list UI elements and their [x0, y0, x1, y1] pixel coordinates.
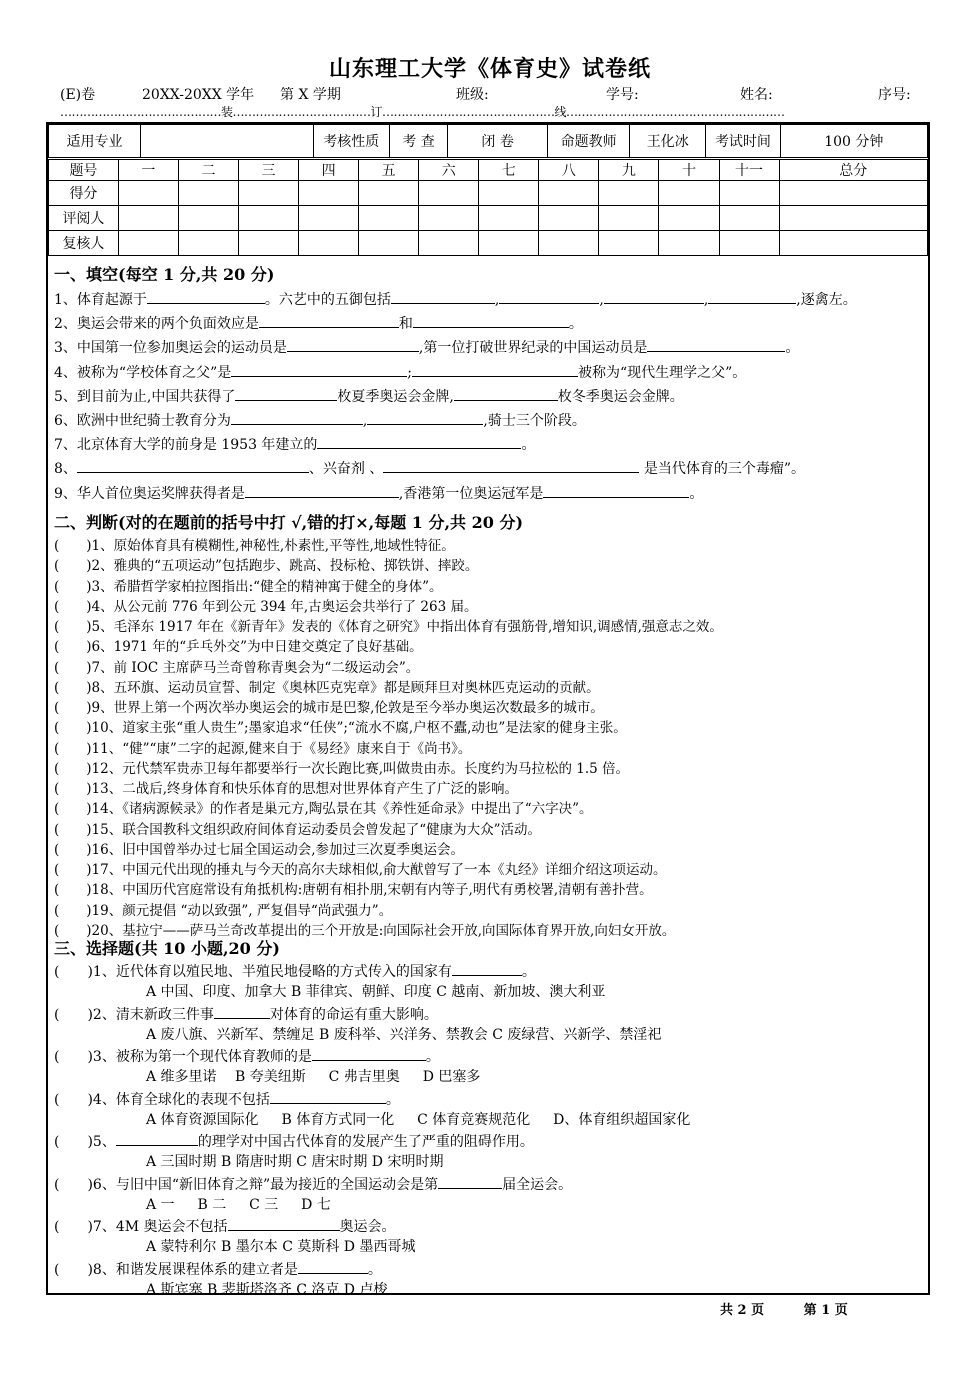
score-header-cell: 题号 [49, 160, 119, 181]
fill-blank-question [54, 386, 684, 406]
answer-blank[interactable] [147, 291, 265, 304]
question-text: ( )2、清末新政三件事 [54, 1006, 214, 1023]
score-row-label: 复核人 [49, 231, 119, 256]
score-input-cell[interactable] [599, 206, 659, 231]
info-table [48, 124, 928, 158]
question-text: 是当代体育的三个毒瘤”。 [639, 461, 805, 478]
score-header-cell: 六 [419, 160, 479, 181]
answer-blank[interactable] [214, 1006, 270, 1019]
answer-blank[interactable] [231, 412, 363, 425]
true-false-question: ( )6、1971 年的“乒乓外交”为中日建交奠定了良好基础。 [54, 639, 423, 656]
fill-blank-question [54, 434, 535, 454]
question-text: 被称为“现代生理学之父”。 [577, 364, 747, 381]
answer-blank[interactable] [312, 1048, 426, 1061]
question-text: 2、奥运会带来的两个负面效应是 [54, 316, 259, 333]
question-text: 。 [521, 964, 536, 980]
student-id-label: 学号: [606, 87, 639, 103]
choice-options: A 一 B 二 C 三 D 七 [146, 1196, 331, 1213]
question-text: 。 [385, 1091, 400, 1108]
question-text: 6、欧洲中世纪骑士教育分为 [54, 413, 231, 429]
score-header-cell: 八 [539, 160, 599, 181]
class-label: 班级: [456, 87, 489, 103]
answer-blank[interactable] [235, 388, 337, 401]
answer-blank[interactable] [77, 460, 309, 473]
question-text: ( )4、体育全球化的表现不包括 [54, 1091, 270, 1108]
score-header-cell: 总分 [779, 160, 927, 181]
score-table [48, 159, 928, 256]
question-text: , [703, 292, 709, 308]
score-input-cell[interactable] [178, 231, 238, 256]
section-title: 三、选择题(共 10 小题,20 分) [54, 939, 280, 958]
true-false-question: ( )10、道家主张“重人贵生”;墨家追求“任侠”;“流水不腐,户枢不蠹,动也”是法家的健身主张。 [54, 720, 627, 737]
question-text: ,骑士三个阶段。 [483, 413, 586, 429]
true-false-question: ( )13、二战后,终身体育和快乐体育的思想对世界体育产生了广泛的影响。 [54, 781, 519, 797]
true-false-question: ( )5、毛泽东 1917 年在《新青年》发表的《体育之研究》中指出体育有强筋骨,增知识,调感情,强意志之效。 [54, 619, 723, 635]
question-text: ,逐禽左。 [796, 292, 857, 308]
school-year: 20XX-20XX 学年 [142, 87, 255, 103]
question-text: 。 [689, 485, 704, 502]
answer-blank[interactable] [454, 388, 558, 401]
question-text: 的理学对中国古代体育的发展产生了严重的阻碍作用。 [197, 1134, 534, 1150]
score-input-cell[interactable] [539, 206, 599, 231]
score-input-cell[interactable] [419, 231, 479, 256]
score-input-cell[interactable] [178, 181, 238, 206]
score-header-cell: 七 [479, 160, 539, 181]
info-cell: 考 查 [389, 125, 447, 158]
answer-blank[interactable] [647, 339, 785, 352]
score-header-cell: 九 [599, 160, 659, 181]
answer-blank[interactable] [287, 339, 419, 352]
question-text: ,第一位打破世界纪录的中国运动员是 [418, 340, 648, 357]
true-false-question: ( )15、联合国教科文组织政府间体育运动委员会曾发起了“健康为大众”活动。 [54, 821, 542, 838]
score-input-cell[interactable] [178, 206, 238, 231]
fill-blank-question [54, 313, 583, 333]
answer-blank[interactable] [708, 291, 796, 304]
question-text: 奥运会。 [339, 1219, 396, 1235]
question-text: 、兴奋剂 、 [308, 461, 384, 478]
question-text: 8、 [54, 461, 77, 478]
choice-options: A 蒙特利尔 B 墨尔本 C 莫斯科 D 墨西哥城 [146, 1239, 416, 1255]
question-text: 5、到目前为止,中国共获得了 [54, 388, 236, 405]
true-false-question: ( )12、元代禁军贵赤卫每年都要举行一次长跑比赛,叫做贵由赤。长度约为马拉松的 1.5 倍。 [54, 760, 630, 777]
true-false-question: ( )16、旧中国曾举办过七届全国运动会,参加过三次夏季奥运会。 [54, 841, 465, 858]
true-false-question: ( )11、“健”“康”二字的起源,健来自于《易经》康来自于《尚书》。 [54, 740, 472, 757]
score-input-cell[interactable] [539, 231, 599, 256]
choice-question [54, 1174, 572, 1194]
question-text: 枚夏季奥运会金牌, [337, 388, 454, 405]
score-input-cell[interactable] [118, 206, 178, 231]
answer-blank[interactable] [413, 315, 569, 328]
question-text: 届全运会。 [502, 1176, 573, 1193]
info-cell: 王化冰 [630, 125, 706, 158]
score-input-cell[interactable] [479, 181, 539, 206]
answer-blank[interactable] [228, 1218, 340, 1231]
true-false-question: ( )7、前 IOC 主席萨马兰奇曾称青奥会为“二级运动会”。 [54, 659, 420, 676]
score-input-cell[interactable] [659, 181, 719, 206]
info-cell: 100 分钟 [780, 125, 927, 158]
fill-blank-question [54, 458, 805, 478]
score-row-label: 评阅人 [49, 206, 119, 231]
score-input-cell[interactable] [299, 181, 359, 206]
info-cell: 考试时间 [706, 125, 780, 158]
page-title: 山东理工大学《体育史》试卷纸 [328, 56, 651, 82]
score-header-cell: 三 [239, 160, 299, 181]
score-header-cell: 一 [118, 160, 178, 181]
score-header-cell: 十 [659, 160, 719, 181]
answer-blank[interactable] [499, 291, 599, 304]
info-cell: 闭 卷 [448, 125, 548, 158]
true-false-question: ( )3、希腊哲学家柏拉图指出:“健全的精神寓于健全的身体”。 [54, 578, 443, 595]
score-input-cell[interactable] [599, 181, 659, 206]
choice-question [54, 1089, 400, 1109]
question-text: ,香港第一位奥运冠军是 [398, 485, 544, 502]
score-input-cell[interactable] [359, 231, 419, 256]
answer-blank[interactable] [383, 460, 639, 473]
seq-label: 序号: [878, 87, 911, 103]
score-input-cell[interactable] [359, 206, 419, 231]
info-cell: 命题教师 [548, 125, 630, 158]
score-input-cell[interactable] [239, 181, 299, 206]
choice-question [54, 1046, 440, 1066]
question-text: 7、北京体育大学的前身是 1953 年建立的 [54, 437, 318, 454]
fill-blank-question [54, 483, 703, 503]
question-text: 。 [568, 316, 583, 333]
score-input-cell[interactable] [118, 231, 178, 256]
true-false-question: ( )9、世界上第一个两次举办奥运会的城市是巴黎,伦敦是至今举办奥运次数最多的城市。 [54, 700, 604, 716]
true-false-question: ( )4、从公元前 776 年到公元 394 年,古奥运会共举行了 263 届。 [54, 598, 478, 615]
true-false-question: ( )18、中国历代宫庭常设有角抵机构:唐朝有相扑朋,宋朝有内等子,明代有勇校署,清朝有善扑营。 [54, 882, 653, 899]
score-input-cell[interactable] [659, 231, 719, 256]
choice-question [54, 961, 536, 981]
answer-blank[interactable] [438, 1176, 502, 1189]
score-input-cell[interactable] [779, 231, 927, 256]
answer-blank[interactable] [231, 364, 407, 377]
info-cell: 适用专业 [49, 125, 141, 158]
answer-blank[interactable] [391, 291, 495, 304]
choice-question [54, 1259, 382, 1279]
score-input-cell[interactable] [779, 181, 927, 206]
page-footer: 共 2 页 第 1 页 [720, 1303, 848, 1318]
info-cell [140, 125, 313, 158]
score-input-cell[interactable] [419, 206, 479, 231]
answer-blank[interactable] [317, 436, 521, 449]
section-title: 二、判断(对的在题前的括号中打 √,错的打×,每题 1 分,共 20 分) [54, 513, 524, 532]
question-text: 9、华人首位奥运奖牌获得者是 [54, 485, 245, 502]
fill-blank-question [54, 337, 799, 357]
question-text: 。 [367, 1261, 382, 1278]
score-input-cell[interactable] [359, 181, 419, 206]
answer-blank[interactable] [604, 291, 704, 304]
score-header-cell: 四 [299, 160, 359, 181]
score-input-cell[interactable] [719, 206, 779, 231]
answer-blank[interactable] [367, 412, 483, 425]
answer-blank[interactable] [259, 315, 399, 328]
section-title: 一、填空(每空 1 分,共 20 分) [54, 265, 275, 284]
question-text: ( )1、近代体育以殖民地、半殖民地侵略的方式传入的国家有 [54, 964, 452, 980]
true-false-question: ( )19、颜元提倡 “动以致强”, 严复倡导“尚武强力”。 [54, 902, 393, 919]
true-false-question: ( )20、基拉宁——萨马兰奇改革提出的三个开放是:向国际社会开放,向国际体育界开放,向妇女开放。 [54, 922, 676, 939]
score-header-cell: 二 [178, 160, 238, 181]
choice-options: A 中国、印度、加拿大 B 菲律宾、朝鲜、印度 C 越南、新加坡、澳大利亚 [146, 984, 606, 1000]
binding-line: ……………………………………装………………………………订………………………………………线………………………………………………… [60, 105, 785, 119]
choice-options: A 废八旗、兴新军、禁缠足 B 废科举、兴洋务、禁教会 C 废绿营、兴新学、禁淫祀 [146, 1026, 662, 1043]
score-input-cell[interactable] [239, 206, 299, 231]
true-false-question: ( )14、《诸病源候录》的作者是巢元方,陶弘景在其《养性延命录》中提出了“六字决”。 [54, 801, 593, 818]
score-input-cell[interactable] [719, 231, 779, 256]
name-label: 姓名: [740, 87, 773, 103]
true-false-question: ( )17、中国元代出现的捶丸与今天的高尔夫球相似,俞大猷曾写了一本《丸经》详细介绍这项运动。 [54, 862, 667, 878]
question-text: ; [407, 364, 412, 381]
info-cell: 考核性质 [313, 125, 389, 158]
paper-label: (E)卷 [60, 87, 96, 103]
answer-blank[interactable] [270, 1091, 386, 1104]
question-text: ( )6、与旧中国“新旧体育之辩”最为接近的全国运动会是第 [54, 1176, 439, 1193]
answer-blank[interactable] [298, 1261, 368, 1274]
score-input-cell[interactable] [239, 231, 299, 256]
question-text: 。六艺中的五御包括 [264, 292, 391, 308]
score-input-cell[interactable] [539, 181, 599, 206]
question-text: 1、体育起源于 [54, 292, 147, 308]
answer-blank[interactable] [412, 364, 578, 377]
score-row [49, 231, 928, 256]
question-text: 。 [425, 1049, 440, 1065]
fill-blank-question [54, 289, 857, 309]
exam-header [60, 84, 925, 102]
choice-question [54, 1216, 396, 1236]
exam-body [46, 122, 930, 1298]
fill-blank-question [54, 362, 746, 382]
choice-question [54, 1131, 534, 1151]
question-text: , [362, 413, 368, 429]
question-text: 4、被称为“学校体育之父”是 [54, 364, 232, 381]
question-text: ( )7、4M 奥运会不包括 [54, 1219, 228, 1235]
choice-question [54, 1004, 438, 1024]
score-input-cell[interactable] [299, 206, 359, 231]
question-text: 枚冬季奥运会金牌。 [557, 388, 684, 405]
question-text: 。 [521, 437, 536, 454]
score-input-cell[interactable] [118, 181, 178, 206]
score-row-label: 得分 [49, 181, 119, 206]
score-row [49, 181, 928, 206]
true-false-question: ( )2、雅典的“五项运动”包括跑步、跳高、投标枪、掷铁饼、摔跤。 [54, 558, 479, 575]
choice-options: A 体育资源国际化 B 体育方式同一化 C 体育竞赛规范化 D、体育组织超国家化 [146, 1111, 691, 1128]
question-text: , [599, 292, 604, 308]
question-text: 和 [398, 316, 413, 333]
answer-blank[interactable] [245, 485, 399, 498]
score-header-cell: 十一 [719, 160, 779, 181]
score-input-cell[interactable] [719, 181, 779, 206]
question-text: 。 [785, 340, 800, 357]
score-row [49, 206, 928, 231]
true-false-question: ( )1、原始体育具有模糊性,神秘性,朴素性,平等性,地域性特征。 [54, 538, 455, 554]
true-false-question: ( )8、五环旗、运动员宣誓、制定《奥林匹克宪章》都是顾拜旦对奥林匹克运动的贡献。 [54, 679, 600, 696]
question-text: 3、中国第一位参加奥运会的运动员是 [54, 340, 287, 357]
term-label: 第 X 学期 [280, 87, 341, 103]
score-input-cell[interactable] [479, 206, 539, 231]
score-input-cell[interactable] [419, 181, 479, 206]
question-text: ( )5、 [54, 1134, 116, 1150]
score-input-cell[interactable] [479, 231, 539, 256]
choice-options: A 斯宾塞 B 裴斯塔洛齐 C 洛克 D 卢梭 [146, 1281, 388, 1298]
score-input-cell[interactable] [779, 206, 927, 231]
score-input-cell[interactable] [659, 206, 719, 231]
score-input-cell[interactable] [299, 231, 359, 256]
question-text: 对体育的命运有重大影响。 [269, 1006, 438, 1023]
fill-blank-question [54, 410, 586, 430]
question-text: , [494, 292, 500, 308]
answer-blank[interactable] [116, 1133, 198, 1146]
choice-options: A 三国时期 B 隋唐时期 C 唐宋时期 D 宋明时期 [146, 1154, 444, 1170]
question-text: ( )8、和谐发展课程体系的建立者是 [54, 1261, 298, 1278]
answer-blank[interactable] [452, 963, 522, 976]
answer-blank[interactable] [543, 485, 689, 498]
choice-options: A 维多里诺 B 夸美纽斯 C 弗吉里奥 D 巴塞多 [146, 1069, 481, 1085]
score-header-cell: 五 [359, 160, 419, 181]
score-input-cell[interactable] [599, 231, 659, 256]
question-text: ( )3、被称为第一个现代体育教师的是 [54, 1049, 312, 1065]
